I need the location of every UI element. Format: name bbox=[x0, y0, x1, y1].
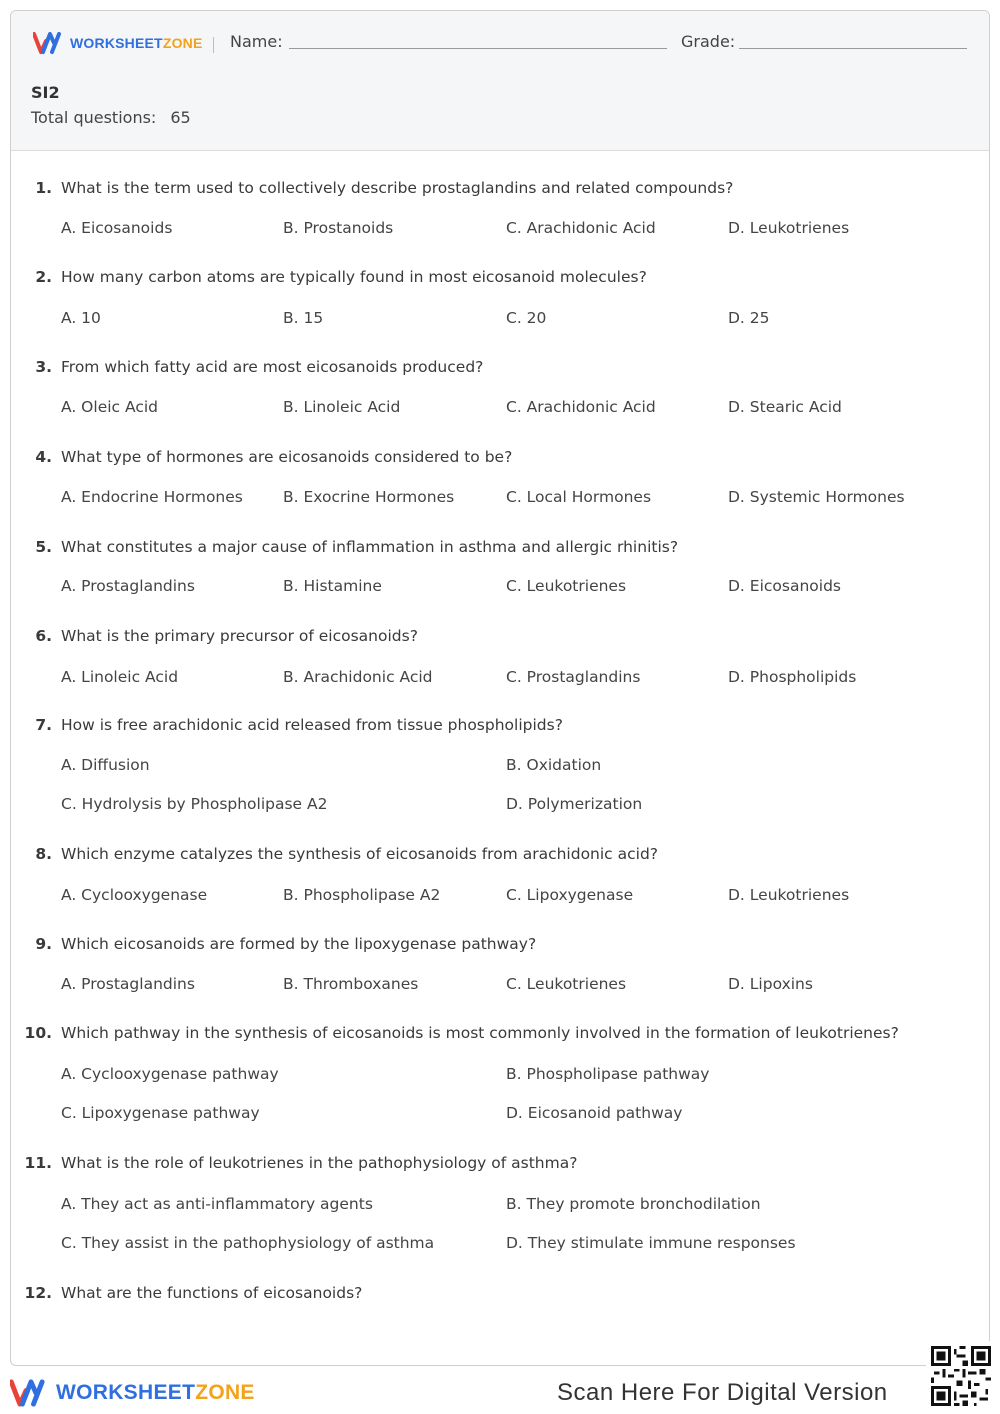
name-label: Name: bbox=[230, 32, 283, 51]
option-c: C. Lipoxygenase pathway bbox=[61, 1104, 260, 1122]
option-a: A. Diffusion bbox=[61, 756, 150, 774]
option-d: D. Eicosanoid pathway bbox=[506, 1104, 683, 1122]
option-c: C. Leukotrienes bbox=[506, 975, 627, 993]
option-a: A. Prostaglandins bbox=[61, 975, 195, 993]
grade-label: Grade: bbox=[681, 32, 736, 51]
brand-logo bbox=[33, 31, 203, 55]
question-text: What is the primary precursor of eicosanoids? bbox=[61, 627, 418, 645]
total-questions: Total questions: 65 bbox=[31, 108, 191, 127]
question-text: What constitutes a major cause of inflammation in asthma and allergic rhinitis? bbox=[61, 538, 679, 556]
worksheet-header bbox=[11, 11, 989, 151]
option-a: A. Oleic Acid bbox=[61, 398, 158, 416]
question-text: What is the role of leukotrienes in the pathophysiology of asthma? bbox=[61, 1154, 578, 1172]
question-text: Which eicosanoids are formed by the lipoxygenase pathway? bbox=[61, 935, 537, 953]
option-d: D. Stearic Acid bbox=[728, 398, 842, 416]
option-d: D. Eicosanoids bbox=[728, 577, 841, 595]
option-a: A. Cyclooxygenase pathway bbox=[61, 1065, 279, 1083]
option-d: D. Lipoxins bbox=[728, 975, 813, 993]
option-c: C. They assist in the pathophysiology of asthma bbox=[61, 1234, 435, 1252]
name-field-line[interactable] bbox=[289, 48, 667, 49]
brand-wordmark: WORKSHEETZONE bbox=[70, 35, 203, 51]
option-d: D. They stimulate immune responses bbox=[506, 1234, 796, 1252]
option-b: B. Arachidonic Acid bbox=[283, 668, 433, 686]
option-d: D. 25 bbox=[728, 309, 770, 327]
option-b: B. Phospholipase pathway bbox=[506, 1065, 710, 1083]
option-a: A. Endocrine Hormones bbox=[61, 488, 243, 506]
option-b: B. 15 bbox=[283, 309, 324, 327]
option-c: C. 20 bbox=[506, 309, 547, 327]
option-b: B. Histamine bbox=[283, 577, 382, 595]
option-c: C. Local Hormones bbox=[506, 488, 652, 506]
question-text: Which enzyme catalyzes the synthesis of eicosanoids from arachidonic acid? bbox=[61, 845, 659, 863]
option-b: B. Phospholipase A2 bbox=[283, 886, 441, 904]
grade-field-line[interactable] bbox=[739, 48, 967, 49]
footer-brand-logo bbox=[10, 1378, 255, 1408]
option-b: B. Exocrine Hormones bbox=[283, 488, 455, 506]
option-c: C. Arachidonic Acid bbox=[506, 219, 656, 237]
question-text: How is free arachidonic acid released from tissue phospholipids? bbox=[61, 716, 563, 734]
worksheet-page: WORKSHEETZONE Name: Grade: SI2 Total questions: 65 1. What is the term used to collectively describe prostaglandins and related compounds? A. Eicosanoids B. Prostanoids C. Arachidonic Acid D. Leukotrienes 2. How many carbon atoms are typically found in most eicosanoid molecules? A. 10 B. 15 C. 20 D. 25 3. From which fatty acid are most eicosanoids produced? A. Oleic Acid B. Linoleic Acid C. Arachidonic Acid D. Stearic Acid 4. What type of hormones are eicosanoids considered to be? A. Endocrine Hormones B. Exocrine Hormones C. Local Hormones D. Systemic Hormones 5. What constitutes a major cause of inflammation in asthma and allergic rhinitis? A. Prostaglandins B. Histamine C. Leukotrienes D. Eicosanoids 6. What is the primary precursor of eicosanoids? A. Linoleic Acid B. Arachidonic Acid C. Prostaglandins D. Phospholipids 7. How is free arachidonic acid released from tissue phospholipids? A. Diffusion B. Oxidation C. Hydrolysis by Phospholipase A2 D. Polymerization 8. Which enzyme catalyzes the synthesis of eicosanoids from arachidonic acid? A. Cyclooxygenase B. Phospholipase A2 C. Lipoxygenase D. Leukotrienes 9. Which eicosanoids are formed by the lipoxygenase pathway? A. Prostaglandins B. Thromboxanes C. Leukotrienes D. Lipoxins 10. Which pathway in the synthesis of eicosanoids is most commonly involved in the formation of leukotrienes? A. Cyclooxygenase pathway B. Phospholipase pathway C. Lipoxygenase pathway D. Eicosanoid pathway 11. What is the role of leukotrienes in the pathophysiology of asthma? A. They act as anti-inflammatory agents B. They promote bronchodilation C. They assist in the pathophysiology of asthma D. They stimulate immune responses 12. What are the functions of eicosanoids? bbox=[10, 10, 990, 1366]
option-a: A. 10 bbox=[61, 309, 101, 327]
option-d: D. Leukotrienes bbox=[728, 219, 850, 237]
option-b: B. They promote bronchodilation bbox=[506, 1195, 761, 1213]
option-b: B. Thromboxanes bbox=[283, 975, 419, 993]
scan-caption: Scan Here For Digital Version bbox=[557, 1379, 888, 1406]
worksheet-zone-logo-icon bbox=[33, 31, 67, 55]
option-c: C. Lipoxygenase bbox=[506, 886, 634, 904]
option-d: D. Leukotrienes bbox=[728, 886, 850, 904]
option-a: A. Linoleic Acid bbox=[61, 668, 179, 686]
question-text: What is the term used to collectively describe prostaglandins and related compounds? bbox=[61, 179, 734, 197]
question-text: What are the functions of eicosanoids? bbox=[61, 1284, 363, 1302]
option-c: C. Hydrolysis by Phospholipase A2 bbox=[61, 795, 328, 813]
option-b: B. Oxidation bbox=[506, 756, 602, 774]
worksheet-title: SI2 bbox=[31, 83, 60, 102]
option-b: B. Linoleic Acid bbox=[283, 398, 401, 416]
option-d: D. Polymerization bbox=[506, 795, 643, 813]
option-a: A. They act as anti-inflammatory agents bbox=[61, 1195, 373, 1213]
option-d: D. Systemic Hormones bbox=[728, 488, 905, 506]
option-c: C. Leukotrienes bbox=[506, 577, 627, 595]
question-text: Which pathway in the synthesis of eicosanoids is most commonly involved in the formation of leukotrienes? bbox=[61, 1024, 899, 1042]
header-divider bbox=[213, 37, 214, 53]
footer-wordmark: WORKSHEETZONE bbox=[56, 1381, 255, 1404]
qr-code-icon[interactable] bbox=[926, 1341, 996, 1411]
option-d: D. Phospholipids bbox=[728, 668, 857, 686]
option-a: A. Cyclooxygenase bbox=[61, 886, 208, 904]
worksheet-zone-logo-icon bbox=[10, 1378, 52, 1408]
option-a: A. Eicosanoids bbox=[61, 219, 173, 237]
option-a: A. Prostaglandins bbox=[61, 577, 195, 595]
option-c: C. Arachidonic Acid bbox=[506, 398, 656, 416]
question-text: From which fatty acid are most eicosanoids produced? bbox=[61, 358, 484, 376]
question-text: How many carbon atoms are typically found in most eicosanoid molecules? bbox=[61, 268, 647, 286]
option-b: B. Prostanoids bbox=[283, 219, 394, 237]
option-c: C. Prostaglandins bbox=[506, 668, 641, 686]
question-text: What type of hormones are eicosanoids considered to be? bbox=[61, 448, 513, 466]
